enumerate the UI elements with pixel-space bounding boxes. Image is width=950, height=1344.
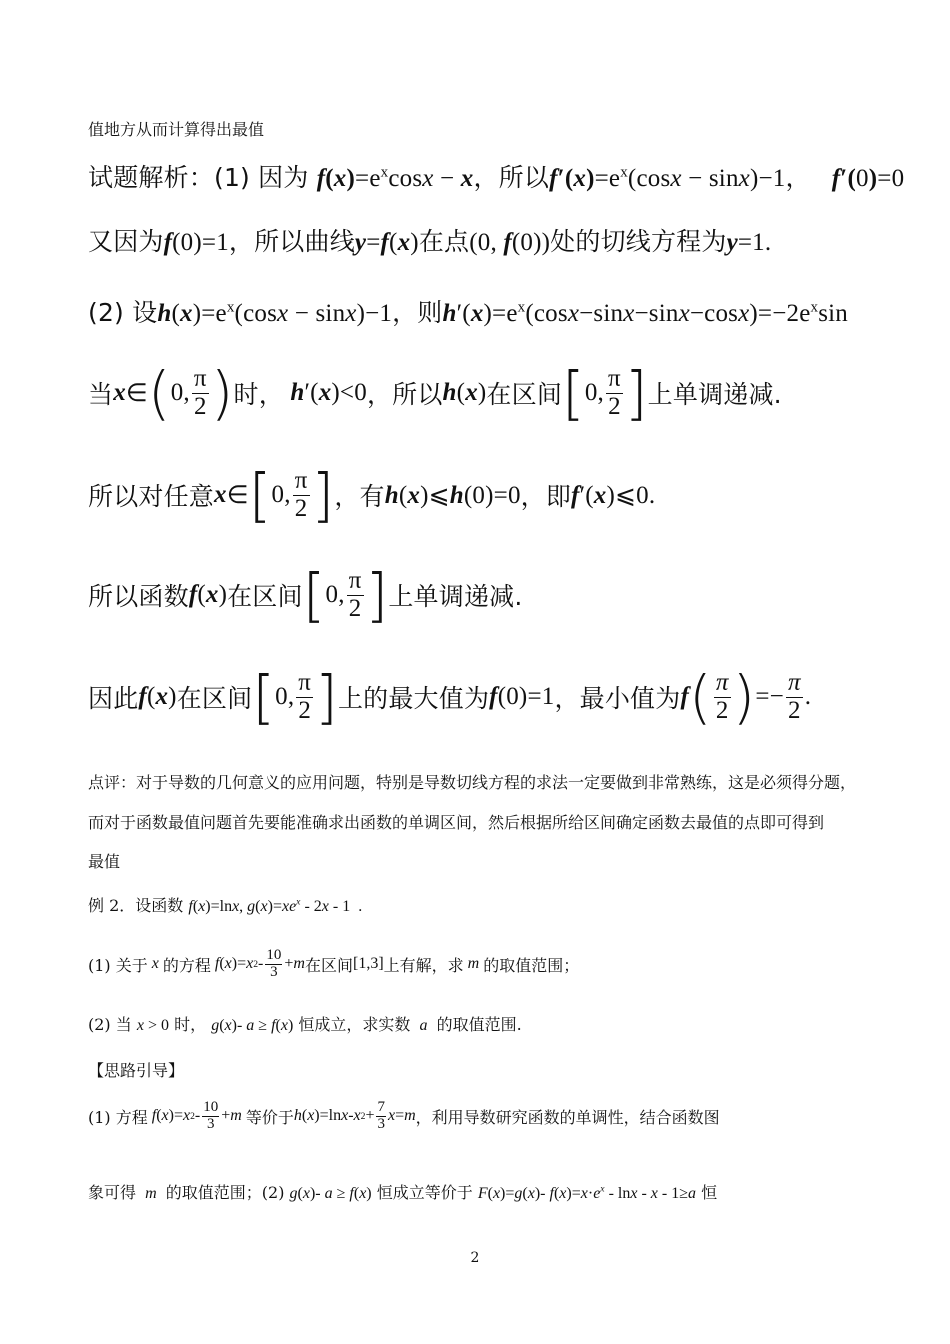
solution-line-7: 因此 f(x) 在区间 [ 0, $\frac{\pi}{2}$ ] 上的最大值为 f(0)=1 ，最小值为 f ( $\frac{\pi}{2}$ ) =− $\frac{\pi}{2}$ . <box>88 663 812 731</box>
math-expression: (0, f(0)) <box>469 229 551 256</box>
hint-title: 【思路引导】 <box>88 1061 185 1080</box>
example-2-statement: 例 2．设函数 f(x)=lnx, $g(x)=xe^x - 2x - 1$ . <box>88 896 363 915</box>
math-expression: [ 0, $\frac{\pi}{2}$ ] <box>562 359 648 427</box>
math-expression: h(x)⩽h(0)=0 <box>384 482 521 509</box>
math-expression: x > 0 <box>136 1017 169 1034</box>
math-expression: F(x)=g(x)- $f(x)=x\cdot e^x - \ln x - x - 1\ge a$ <box>477 1183 696 1202</box>
page-number: 2 <box>470 1250 480 1266</box>
question-1: (1) 关于 x 的方程 f ( x )= x 2 - $\frac{10}{3}$ + m 在区间 [1,3] 上有解，求 m 的取值范围； <box>88 946 580 980</box>
math-expression: [ 0, $\frac{\pi}{2}$ ] <box>252 663 338 731</box>
solution-line-1: 试题解析：(1) 因为 $f(x)=e^x\cos x - x$，所以$f'(x)=e^x(\cos x - \sin x)-1$， f′(0)=0 <box>88 163 905 192</box>
math-expression: f(0)=1 <box>163 229 229 256</box>
question-2: (2) 当 x > 0 时， g(x)- a ≥ f(x) 恒成立，求实数 a 的取值范围. <box>88 1015 522 1034</box>
math-expression: m <box>463 955 484 972</box>
math-expression: x <box>147 955 163 972</box>
comment-line-2: 而对于函数最值问题首先要能准确求出函数的单调区间，然后根据所给区间确定函数去最值的点即可得到 <box>88 813 825 832</box>
math-expression: $f(x)=e^x\cos x - x$ <box>316 164 474 192</box>
solution-line-4: 当 x ∈ ( 0, $\frac{\pi}{2}$ ) 时， h′(x)<0 ，所以 h(x) 在区间 [ 0, $\frac{\pi}{2}$ ] 上单调递减. <box>88 359 782 427</box>
math-expression: $f'(x)=e^x(\cos x - \sin x)-1$ <box>549 164 786 192</box>
math-expression: h(x) <box>442 379 487 406</box>
hint-line-1: (1) 方程 f ( x )= x 2 - $\frac{10}{3}$ + m 等价于 h ( x )=ln x - x 2 + $\frac{7}{3}$ x = m ，利用导数研究函数的单调性，结合函数图 <box>88 1098 720 1132</box>
math-expression: y=f(x) <box>354 229 419 256</box>
math-expression: f(x)=lnx, $g(x)=xe^x - 2x - 1$ . <box>188 896 363 915</box>
math-expression: [1,3] <box>352 955 384 972</box>
math-expression: $h(x)=e^x(\cos x - \sin x)-1$ <box>157 299 393 327</box>
math-expression: m <box>141 1185 161 1202</box>
solution-line-3: (2) 设$h(x)=e^x(\cos x - \sin x)-1$，则$h'(x)=e^x(\cos x-\sin x-\sin x-\cos x)=-2e^x\sin$ <box>88 298 848 327</box>
math-expression: f′(x)⩽0. <box>571 482 656 509</box>
math-expression: x ∈ ( 0, $\frac{\pi}{2}$ ) <box>113 359 234 427</box>
math-expression: f ( $\frac{\pi}{2}$ ) =− $\frac{\pi}{2}$ . <box>680 663 812 731</box>
math-expression: f(x) <box>138 683 177 710</box>
math-expression: h ( x )=ln x - x 2 + $\frac{7}{3}$ x = m <box>293 1098 416 1132</box>
solution-line-2: 又因为f(0)=1，所以曲线y=f(x)在点(0, f(0))处的切线方程为y=1. <box>88 227 772 256</box>
math-expression: y=1. <box>726 229 772 256</box>
comment-line-1: 点评：对于导数的几何意义的应用问题，特别是导数切线方程的求法一定要做到非常熟练，这是必须得分题， <box>88 773 857 792</box>
solution-line-6: 所以函数 f(x) 在区间 [ 0, $\frac{\pi}{2}$ ] 上单调递减. <box>88 561 523 629</box>
hint-line-2: 象可得 m 的取值范围；(2) g(x)- a ≥ f(x) 恒成立等价于 F(x)=g(x)- $f(x)=x\cdot e^x - \ln x - x - 1\ge a$ 恒 <box>88 1183 718 1202</box>
math-expression: a <box>415 1017 432 1034</box>
math-expression: [ 0, $\frac{\pi}{2}$ ] <box>302 561 389 629</box>
intro-line: 值地方从而计算得出最值 <box>88 120 265 139</box>
math-expression: x ∈ [ 0, $\frac{\pi}{2}$ ] <box>214 461 335 529</box>
comment-line-3: 最值 <box>88 852 121 871</box>
math-expression: f ( x )= x 2 - $\frac{10}{3}$ + m <box>214 946 305 980</box>
solution-line-5: 所以对任意 x ∈ [ 0, $\frac{\pi}{2}$ ] ，有 h(x)⩽h(0)=0 ，即 f′(x)⩽0. <box>88 461 656 529</box>
math-expression: $h'(x)=e^x(\cos x-\sin x-\sin x-\cos x)=-2e^x\sin$ <box>442 299 848 327</box>
math-expression: f(x) <box>188 581 228 608</box>
math-expression: g(x)- a ≥ f(x) <box>211 1017 294 1034</box>
math-expression: g(x)- a ≥ f(x) <box>289 1185 372 1202</box>
math-expression: f′(0)=0 <box>831 165 905 192</box>
math-expression: h′(x)<0 <box>290 379 367 406</box>
math-expression: f ( x )= x 2 - $\frac{10}{3}$ + m <box>151 1098 242 1132</box>
math-expression: f(0)=1 <box>489 683 555 710</box>
